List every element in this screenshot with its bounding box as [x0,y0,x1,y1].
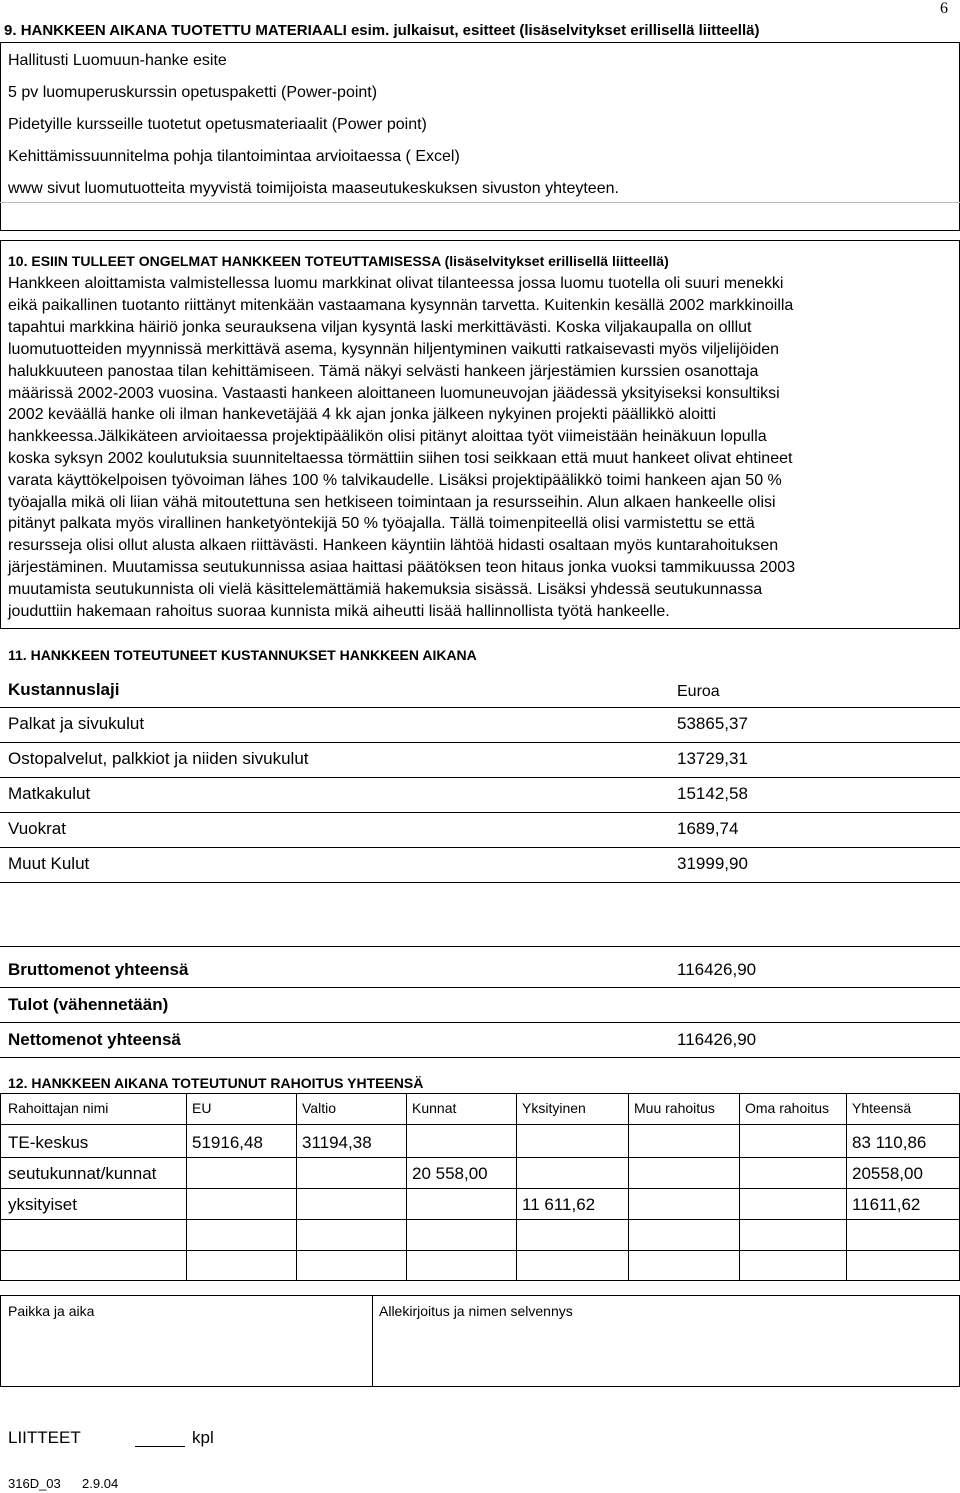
section-9-heading [4,22,759,39]
funding-cell: TE-keskus [8,1133,89,1152]
problems-line: Hankkeen aloittamista valmistellessa luomu markkinat olivat tilanteessa jossa luomu tuotella oli suuri menekki [8,275,784,292]
funding-header-cell: Muu rahoitus [634,1100,715,1116]
problems-line: varata käyttökelpoisen työvoiman lähes 100 % talvikaudelle. Lisäksi projektipäälikkö toimi hankeen ajan 50 % [8,472,782,489]
problems-line: 2002 keväällä hanke oli ilman hankevetäjää 4 kk ajan jonka jälkeen nykyinen projekti päällikkö aloitti [8,406,716,423]
material-item: Hallitusti Luomuun-hanke esite [8,52,227,69]
cost-value: 31999,90 [677,854,748,873]
funding-header-cell: Yksityinen [522,1100,586,1116]
gross-total-value: 116426,90 [677,960,757,979]
problems-line: luomutuotteiden myynnissä merkittävä asema, kysynnän hiljentyminen vaikutti ratkaisevasti myös viljelijöiden [8,341,780,358]
funding-header-cell: Valtio [302,1100,336,1116]
material-item: Pidetyille kursseille tuotetut opetusmateriaalit (Power point) [8,116,427,133]
funding-cell: seutukunnat/kunnat [8,1164,157,1183]
problems-line: työajalla mikä oli liian vähä mitoutettuna sen hetkiseen toimintaan ja resursseihin. Alun alkaen hankeelle olisi [8,494,776,511]
form-footer [8,1476,118,1491]
cost-value: 1689,74 [677,819,739,838]
funding-cell: 83 110,86 [852,1133,927,1152]
euro-header: Euroa [677,683,720,700]
material-item: 5 pv luomuperuskurssin opetuspaketti (Power-point) [8,84,378,101]
problems-line: jouduttiin hakemaan rahoitus suoraa kunnista mikä aiheutti lisää hallinnollista työtä hankeelle. [8,603,670,620]
funding-header-cell: Oma rahoitus [745,1100,830,1116]
attachments-unit: kpl [192,1428,214,1447]
funding-cell: 51916,48 [192,1133,263,1152]
section-11-heading: 11. HANKKEEN TOTEUTUNEET KUSTANNUKSET HANKKEEN AIKANA [8,647,477,663]
net-total-label: Nettomenot yhteensä [8,1030,181,1049]
income-label: Tulot (vähennetään) [8,995,169,1014]
cost-value: 13729,31 [677,749,748,768]
section-12-heading: 12. HANKKEEN AIKANA TOTEUTUNUT RAHOITUS YHTEENSÄ [8,1075,424,1091]
cost-label: Ostopalvelut, palkkiot ja niiden sivukulut [8,749,309,768]
cost-label: Vuokrat [8,819,66,838]
funding-cell: 20558,00 [852,1164,923,1183]
problems-line: muutamista seutukunnista oli vielä käsittelemättämiä hakemuksia sisässä. Lisäksi yhdessä seutukunnassa [8,581,763,598]
attachments-label: LIITTEET [8,1428,81,1447]
problems-line: hankkeessa.Jälkikäteen arvioitaessa projektipäälikön olisi pitänyt aloittaa työt viimeistään heinäkuun lopulla [8,428,767,445]
section-9-number: 9. [4,22,17,39]
problems-line: eikä paikallinen tuotanto riittänyt mitenkään vastaamana kysynnän tarvetta. Kuitenkin kesällä 2002 markkinoilla [8,297,794,314]
problems-line: määrissä 2002-2003 vuosina. Vastaasti hankeen aloittaneen luomuneuvojan jäädessä yksityiseksi konsultiksi [8,385,780,402]
page-number: 6 [940,0,948,17]
problems-line: järjestäminen. Muutamissa seutukunnissa asiaa haittasi päätöksen teon hitaus jonka vuoksi tammikuussa 2003 [8,559,796,576]
attachments-count-blank [135,1446,185,1447]
section-10-heading: 10. ESIIN TULLEET ONGELMAT HANKKEEN TOTEUTTAMISESSA (lisäselvitykset erillisellä liitteellä) [8,253,669,269]
funding-header-cell: EU [192,1100,212,1116]
funding-cell: yksityiset [8,1195,77,1214]
form-code: 316D_03 [8,1476,61,1491]
cost-label: Muut Kulut [8,854,90,873]
cost-value: 15142,58 [677,784,748,803]
problems-line: koska syksyn 2002 koulutuksia suunniteltaessa törmättiin siihen tosi seikkaan että muut hankeet olivat ehtineet [8,450,793,467]
cost-value: 53865,37 [677,714,748,733]
cost-label: Matkakulut [8,784,91,803]
place-date-label: Paikka ja aika [8,1303,95,1319]
material-item: www sivut luomutuotteita myyvistä toimijoista maaseutukeskuksen sivuston yhteyteen. [8,180,619,197]
funding-cell: 20 558,00 [412,1164,488,1183]
funding-cell: 31194,38 [302,1133,372,1152]
funding-cell: 11 611,62 [522,1195,596,1214]
section-9-title: HANKKEEN AIKANA TUOTETTU MATERIAALI esim. julkaisut, esitteet (lisäselvitykset erillisellä liitteellä) [20,22,760,39]
problems-line: pitänyt palkata myös virallinen hanketyöntekijä 50 % työajalla. Tällä toimenpiteellä olisi varmistettu se että [8,515,755,532]
cost-type-header: Kustannuslaji [8,680,120,699]
form-date: 2.9.04 [82,1476,119,1491]
problems-line: resursseja olisi ollut alusta alkaen riittävästi. Hankeen käyntiin lähtöä hidasti osaltaan myös kuntarahoituksen [8,537,779,554]
net-total-value: 116426,90 [677,1030,757,1049]
material-item: Kehittämissuunnitelma pohja tilantoimintaa arvioitaessa ( Excel) [8,148,460,165]
funding-header-cell: Kunnat [412,1100,457,1116]
cost-label: Palkat ja sivukulut [8,714,145,733]
gross-total-label: Bruttomenot yhteensä [8,960,189,979]
funding-header-cell: Rahoittajan nimi [8,1100,109,1116]
signature-label: Allekirjoitus ja nimen selvennys [379,1303,573,1319]
problems-line: tapahtui markkina häiriö jonka seurauksena viljan kysyntä laski merkittävästi. Koska viljakaupalla on olllut [8,319,752,336]
funding-cell: 11611,62 [852,1195,921,1214]
funding-header-cell: Yhteensä [852,1100,912,1116]
problems-line: halukkuuteen panostaa tilan kehittämiseen. Tämä näkyi selvästi hankeen järjestämien kurssien osanottaja [8,363,759,380]
